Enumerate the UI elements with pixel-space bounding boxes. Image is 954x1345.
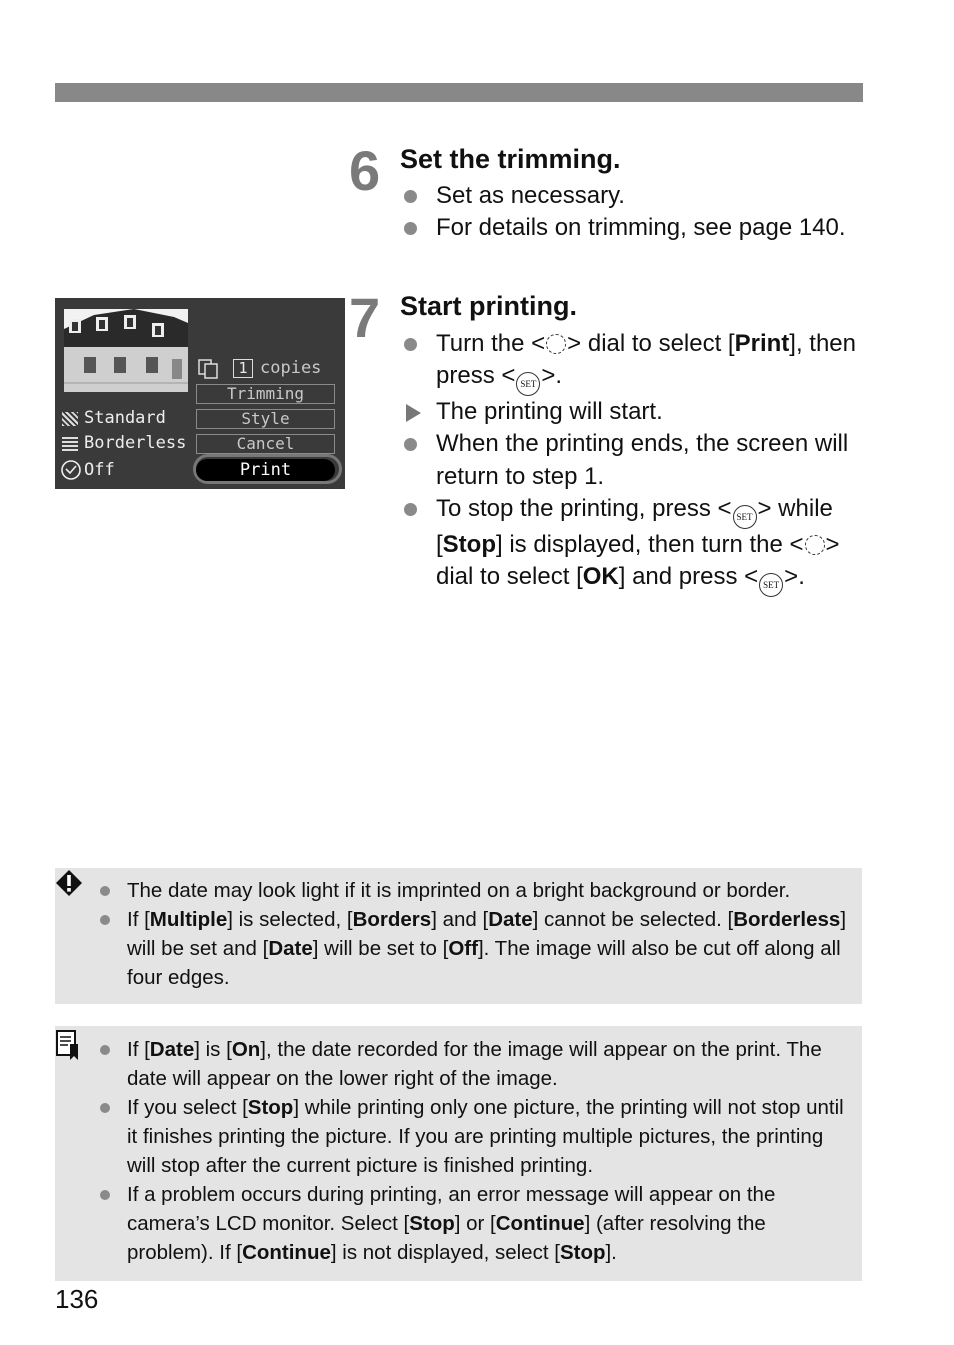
list-item: For details on trimming, see page 140. [400,212,856,244]
copies-count: 1 [233,359,253,378]
layout-icon [62,437,78,451]
caution-list [127,876,852,992]
step-7-list [400,328,870,597]
step-7-number: 7 [349,286,381,349]
print-menu-item[interactable]: Print [196,459,335,481]
layout-label: Borderless [84,433,187,453]
date-icon [60,459,82,481]
cancel-menu-item[interactable]: Cancel [196,434,335,454]
note-item: If [Multiple] is selected, [Borders] and [Date] cannot be selected. [Borderless] will be set and [Date] will be set to [Off]. The image will also be cut off along all four edges. [127,905,852,992]
list-item: Turn the < > dial to select [Print], then press < SET >. [400,328,856,396]
step-6-title: Set the trimming. [400,144,621,174]
lcd-print-screen [55,298,345,489]
step-7-title: Start printing. [400,291,577,321]
memo-note [55,1026,862,1281]
page-number: 136 [55,1284,99,1314]
style-menu-item[interactable]: Style [196,409,335,429]
trimming-menu-item[interactable]: Trimming [196,384,335,404]
main-dial-icon [546,334,566,354]
list-item: To stop the printing, press < SET > while [Stop] is displayed, then turn the < > dial to select [OK] and press < SET >. [400,493,866,597]
list-item: Set as necessary. [400,180,870,212]
note-item: The date may look light if it is imprinted on a bright background or border. [127,876,852,905]
set-button-icon: SET [516,372,540,396]
note-item: If you select [Stop] while printing only one picture, the printing will not stop until it finishes printing the picture. If you are printing multiple pictures, the printing will stop after the current picture is finished printing. [127,1093,852,1180]
result-arrow-icon [406,404,421,422]
list-item: The printing will start. [400,396,870,428]
header-bar [55,83,863,102]
main-dial-icon [805,535,825,555]
set-button-icon: SET [759,573,783,597]
note-item: If a problem occurs during printing, an error message will appear on the camera’s LCD monitor. Select [Stop] or [Continue] (after resolving the problem). If [Continue] is not displayed, select [Stop]. [127,1180,852,1267]
memo-list [127,1035,852,1267]
step-6-list [400,180,870,244]
step-6-number: 6 [349,139,381,202]
list-item: When the printing ends, the screen will return to step 1. [400,428,856,492]
set-button-icon: SET [733,505,757,529]
caution-note [55,868,862,1004]
caution-icon [55,869,83,897]
paper-type-label: Standard [84,408,166,428]
copies-label: copies [260,358,322,378]
copies-icon [197,358,223,380]
note-item: If [Date] is [On], the date recorded for the image will appear on the print. The date will appear on the lower right of the image. [127,1035,852,1093]
paper-type-icon [62,412,78,426]
memo-icon [56,1030,80,1062]
date-setting-label: Off [84,460,115,480]
sample-photo [64,309,188,392]
